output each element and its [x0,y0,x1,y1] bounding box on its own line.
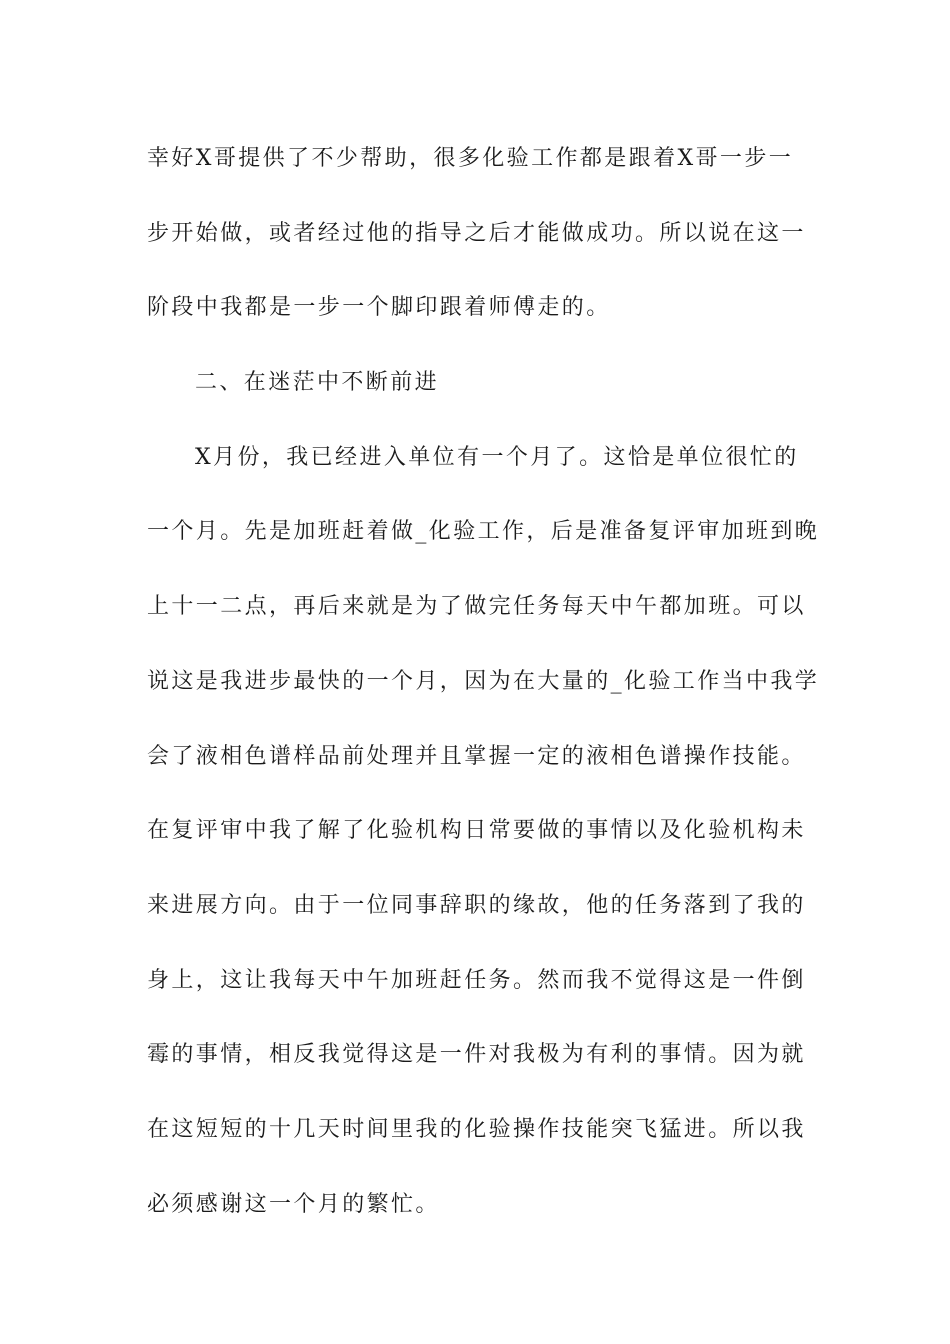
text-line: 阶段中我都是一步一个脚印跟着师傅走的。 [147,295,611,321]
heading-line: 二、在迷茫中不断前进 [195,370,440,396]
document-body [147,122,820,1242]
text-line: 身上，这让我每天中午加班赶任务。然而我不觉得这是一件倒 [147,967,806,993]
text-line: 会了液相色谱样品前处理并且掌握一定的液相色谱操作技能。 [147,743,806,769]
text-line: 说这是我进步最快的一个月，因为在大量的_化验工作当中我学 [147,668,820,694]
text-line: 必须感谢这一个月的繁忙。 [147,1191,440,1217]
text-line: 上十一二点，再后来就是为了做完任务每天中午都加班。可以 [147,594,806,620]
text-line: 在复评审中我了解了化验机构日常要做的事情以及化验机构未 [147,818,806,844]
text-line: 在这短短的十几天时间里我的化验操作技能突飞猛进。所以我 [147,1116,806,1142]
text-line: 步开始做，或者经过他的指导之后才能做成功。所以说在这一 [147,220,806,246]
section-heading [147,346,807,421]
text-line: 霉的事情，相反我觉得这是一件对我极为有利的事情。因为就 [147,1042,806,1068]
paragraph-2 [147,421,820,1243]
text-line: 幸好X哥提供了不少帮助，很多化验工作都是跟着X哥一步一 [147,146,794,171]
paragraph-1 [147,122,807,346]
text-line: X月份，我已经进入单位有一个月了。这恰是单位很忙的 [195,444,799,470]
text-line: 一个月。先是加班赶着做_化验工作，后是准备复评审加班到晚 [147,519,820,545]
text-line: 来进展方向。由于一位同事辞职的缘故，他的任务落到了我的 [147,892,806,918]
